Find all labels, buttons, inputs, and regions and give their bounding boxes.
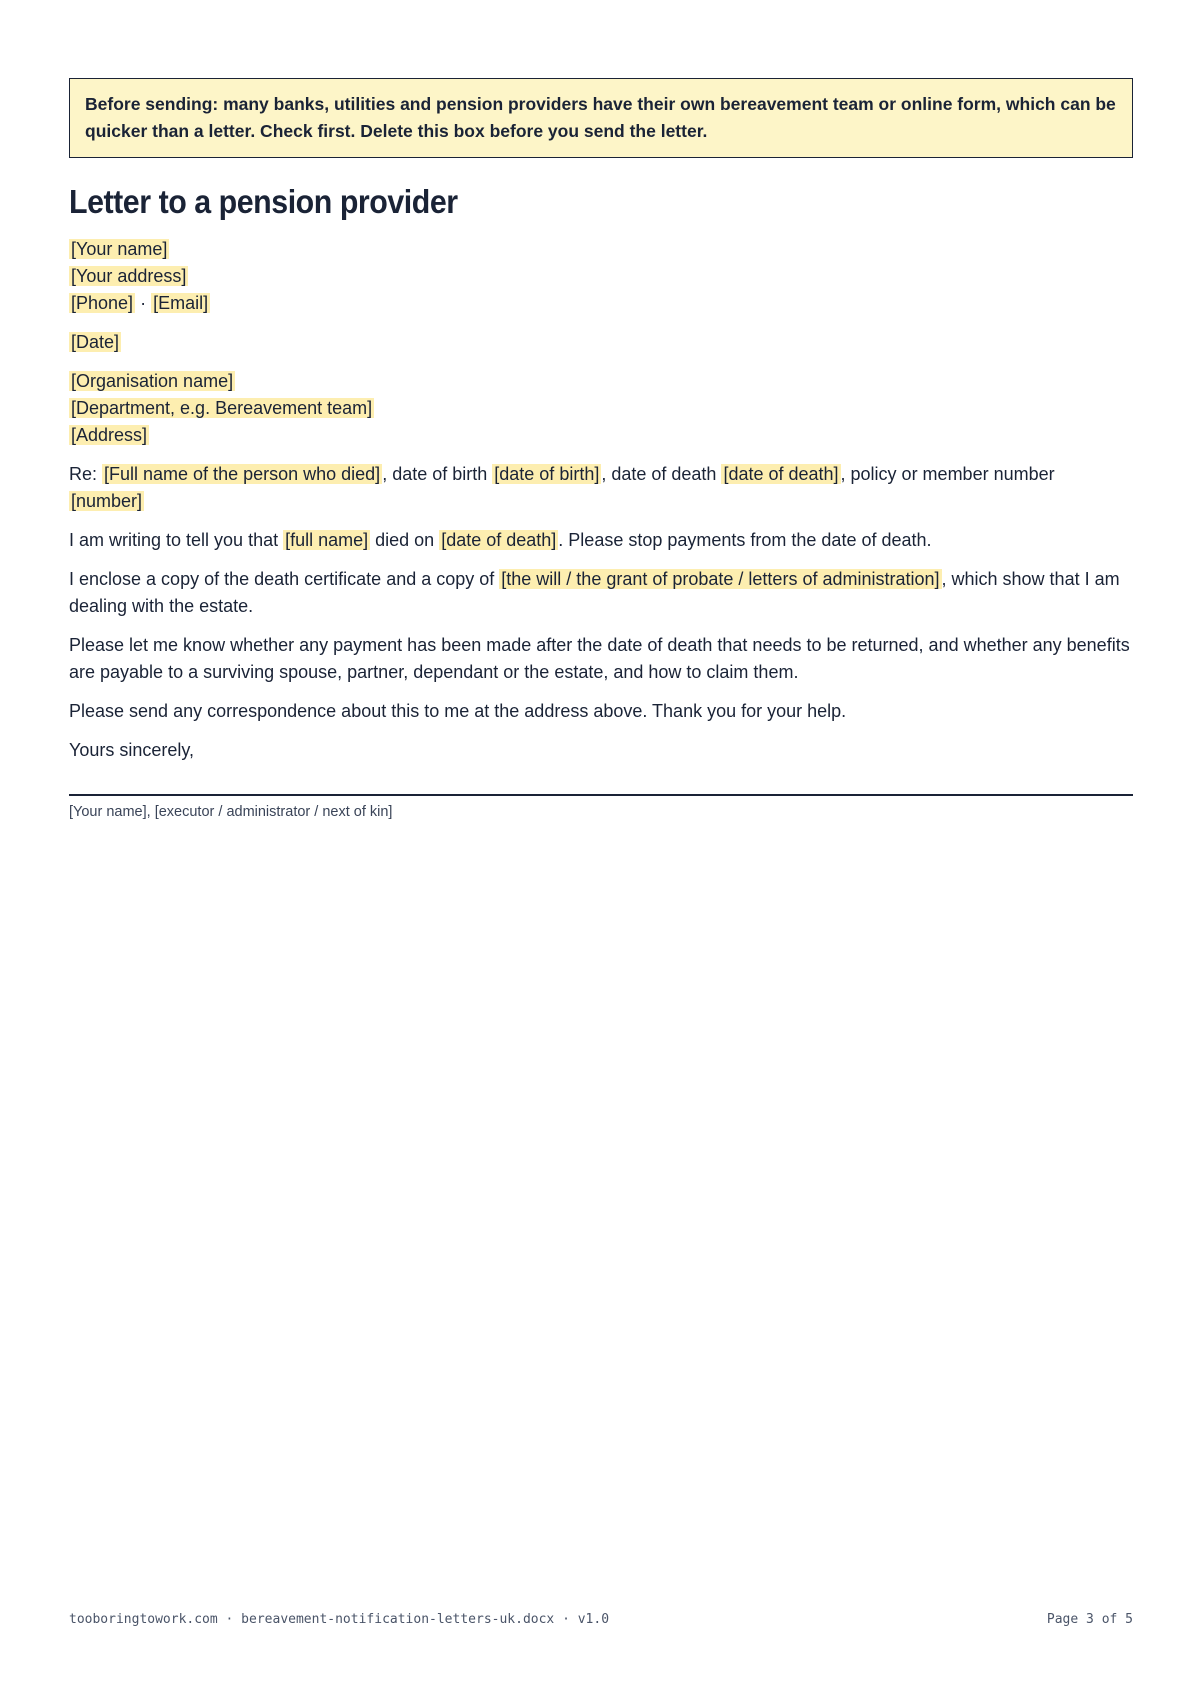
placeholder-date: [Date] [71,332,120,352]
re-prefix: Re: [69,464,103,484]
placeholder-recipient-address: [Address] [71,425,148,445]
dod-label: , date of death [601,464,722,484]
number-label: , policy or member number [840,464,1055,484]
before-sending-notice: Before sending: many banks, utilities and pension providers have their own bereavement team or online form, which can be quicker than a letter. Check first. Delete this box before you send the letter. [69,78,1133,158]
placeholder-phone: [Phone] [71,293,134,313]
para1-text-3: . Please stop payments from the date of death. [558,530,932,550]
para2-text-1: I enclose a copy of the death certificate and a copy of [69,569,500,589]
placeholder-full-name: [full name] [285,530,369,550]
placeholder-date-of-death: [date of death] [723,464,839,484]
placeholder-organisation-name: [Organisation name] [71,371,234,391]
contact-separator: · [135,293,152,313]
footer-document-info: tooboringtowork.com · bereavement-notification-letters-uk.docx · v1.0 [69,1612,610,1627]
placeholder-your-address: [Your address] [71,266,187,286]
signature-line [69,794,1133,796]
page-title: Letter to a pension provider [69,183,458,220]
paragraph-enclosures [69,566,1133,620]
recipient-block [69,368,1133,449]
paragraph-correspondence: Please send any correspondence about this to me at the address above. Thank you for your help. [69,701,847,721]
placeholder-date-of-birth: [date of birth] [494,464,600,484]
sender-block [69,236,1133,317]
paragraph-payments: Please let me know whether any payment has been made after the date of death that needs to be returned, and whether any benefits are payable to a surviving spouse, partner, dependant or the estate, and how to claim them. [69,635,1130,682]
para1-text-1: I am writing to tell you that [69,530,284,550]
letter-page [69,78,1133,822]
signature-caption: [Your name], [executor / administrator / next of kin] [69,804,393,820]
para1-text-2: died on [370,530,440,550]
footer-page-number: Page 3 of 5 [1046,1612,1133,1627]
placeholder-estate-documents: [the will / the grant of probate / letters of administration] [501,569,940,589]
re-line [69,461,1133,515]
placeholder-policy-number: [number] [71,491,143,511]
placeholder-email: [Email] [153,293,209,313]
placeholder-your-name: [Your name] [71,239,168,259]
placeholder-department: [Department, e.g. Bereavement team] [71,398,373,418]
placeholder-date-of-death-2: [date of death] [441,530,557,550]
placeholder-deceased-full-name: [Full name of the person who died] [104,464,381,484]
dob-label: , date of birth [382,464,493,484]
paragraph-notification [69,527,1133,554]
date-block [69,329,1133,356]
para2-text-2: , which show that I am dealing with the estate. [69,569,1120,616]
sign-off: Yours sincerely, [69,740,195,760]
